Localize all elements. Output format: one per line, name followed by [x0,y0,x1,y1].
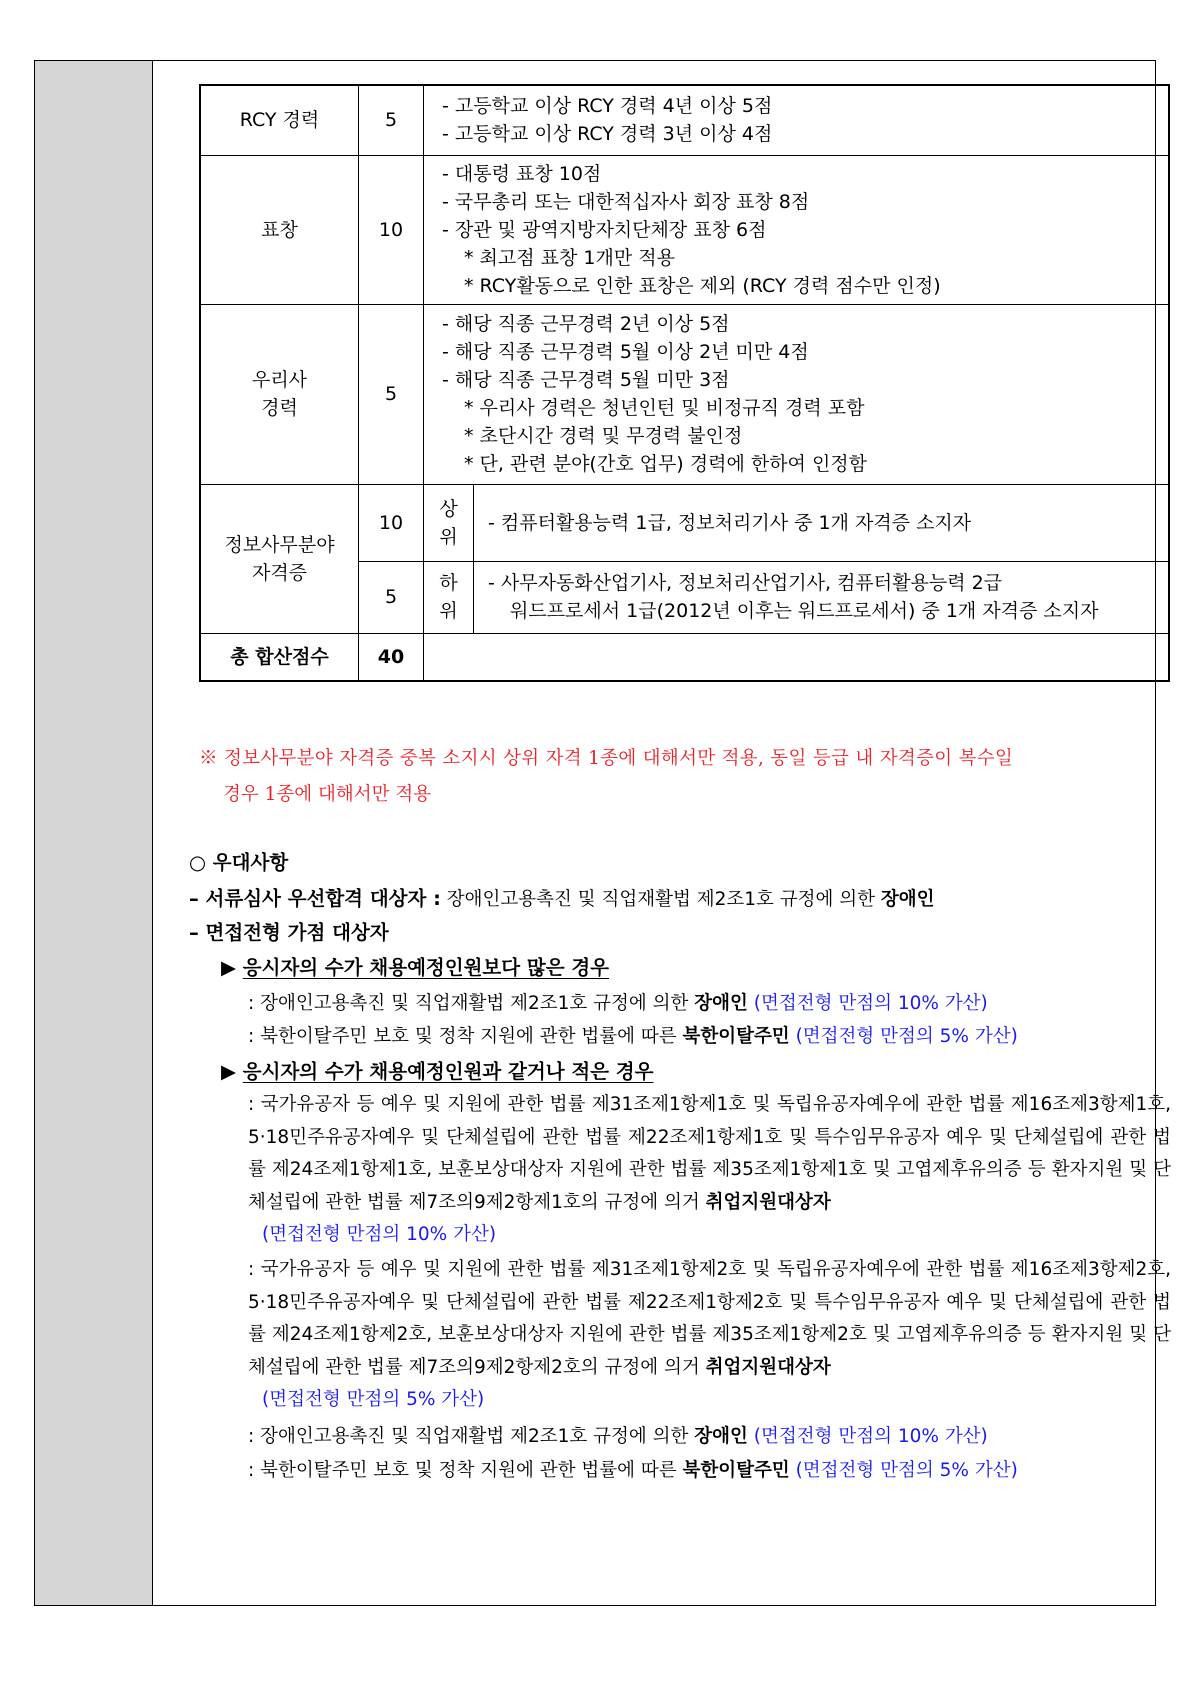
description-cell [474,561,1170,633]
desc-line: - 해당 직종 근무경력 5월 이상 2년 미만 4점 [442,341,809,363]
case1-heading-text: 응시자의 수가 채용예정인원보다 많은 경우 [242,956,610,979]
case2-item [248,1456,1018,1482]
total-points: 40 [359,633,424,681]
total-empty-cell [424,633,1170,681]
doc-screening-text: 장애인고용촉진 및 직업재활법 제2조1호 규정에 의한 [440,889,881,910]
grade-cell-lower [424,561,474,633]
desc-line: - 고등학교 이상 RCY 경력 3년 이상 4점 [442,123,773,146]
case2-paragraph [248,1254,1171,1417]
category-line: 우리사 [251,369,308,391]
doc-screening-line [189,883,935,911]
category-cell [200,484,359,633]
item-text: : 장애인고용촉진 및 직업재활법 제2조1호 규정에 의한 [248,993,695,1014]
table-row-career [200,304,1169,484]
category-cell [200,304,359,484]
doc-screening-bold: 장애인 [880,889,935,910]
category-cell: RCY 경력 [200,85,359,155]
category-line: 정보사무분야 [224,533,335,556]
para-extra: (면접전형 만점의 10% 가산) [262,1224,497,1245]
desc-note: * RCY활동으로 인한 표창은 제외 (RCY 경력 점수만 인정) [464,274,941,297]
desc-line: - 국무총리 또는 대한적십자사 회장 표창 8점 [442,190,810,213]
desc-line: - 대통령 표창 10점 [442,162,602,185]
item-text: : 북한이탈주민 보호 및 정착 지원에 관한 법률에 따른 [248,1460,683,1481]
grade-char: 위 [439,525,458,548]
points-cell: 5 [359,561,424,633]
para-bold: 취업지원대상자 [705,1356,831,1378]
grade-char: 위 [439,600,458,622]
table-row-cert-upper [200,484,1169,561]
content-area [153,61,1171,1605]
category-cell: 표창 [200,155,359,304]
description-cell [424,304,1170,484]
page-frame [34,60,1171,1606]
triangle-icon: ▶ [221,956,243,979]
desc-line: - 컴퓨터활용능력 1급, 정보처리기사 중 1개 자격증 소지자 [488,511,972,534]
points-cell: 10 [359,484,424,561]
grade-char: 하 [439,572,458,594]
doc-screening-label: – 서류심사 우선합격 대상자 : [189,887,441,910]
desc-note: * 초단시간 경력 및 무경력 불인정 [464,425,743,447]
case1-heading [221,952,609,980]
certificate-note [199,741,1174,813]
points-cell: 5 [359,304,424,484]
item-text: : 장애인고용촉진 및 직업재활법 제2조1호 규정에 의한 [248,1426,695,1447]
description-cell [474,484,1170,561]
preference-heading: ○ 우대사항 [189,851,289,874]
category-line: 경력 [261,397,298,419]
points-cell: 5 [359,85,424,155]
interview-label: – 면접전형 가점 대상자 [189,921,389,944]
item-extra: (면접전형 만점의 5% 가산) [789,1026,1018,1047]
category-line: 자격증 [251,561,308,584]
desc-note: * 최고점 표창 1개만 적용 [464,246,675,269]
table-row-award [200,155,1169,304]
case2-heading-text: 응시자의 수가 채용예정인원과 같거나 적은 경우 [242,1060,654,1083]
para-text: : 국가유공자 등 예우 및 지원에 관한 법률 제31조제1항제1호 및 독립유공자예우에 관한 법률 제16조제3항제1호, 5·18민주유공자예우 및 단체설립에 관한 법률 제22조제1항제1호 및 특수임무유공자 예우 및 단체설립에 관한 법률 제24조제1항제1호, 보훈보상대상자 지원에 관한 법률 제35조제1항제1호 및 고엽제후유의증 등 환자지원 및 단체설립에 관한 법률 제7조의9제2항제1호의 규정에 의거 [248,1094,1171,1213]
item-bold: 북한이탈주민 [682,1460,790,1481]
para-bold: 취업지원대상자 [705,1191,831,1213]
item-extra: (면접전형 만점의 5% 가산) [789,1460,1018,1481]
item-text: : 북한이탈주민 보호 및 정착 지원에 관한 법률에 따른 [248,1026,683,1047]
total-label: 총 합산점수 [200,633,359,681]
desc-note: * 단, 관련 분야(간호 업무) 경력에 한하여 인정함 [464,453,868,475]
case1-item [248,1022,1018,1048]
table-row-rcy [200,85,1169,155]
grade-char: 상 [439,497,458,520]
desc-line: 워드프로세서 1급(2012년 이후는 워드프로세서) 중 1개 자격증 소지자 [510,600,1099,622]
note-line: 경우 1종에 대해서만 적용 [223,784,432,805]
points-cell: 10 [359,155,424,304]
case2-item [248,1422,988,1448]
desc-line: - 고등학교 이상 RCY 경력 4년 이상 5점 [442,95,773,118]
para-extra: (면접전형 만점의 5% 가산) [262,1389,485,1410]
para-text: : 국가유공자 등 예우 및 지원에 관한 법률 제31조제1항제2호 및 독립유공자예우에 관한 법률 제16조제3항제2호, 5·18민주유공자예우 및 단체설립에 관한 법률 제22조제1항제2호 및 특수임무유공자 예우 및 단체설립에 관한 법률 제24조제1항제2호, 보훈보상대상자 지원에 관한 법률 제35조제1항제2호 및 고엽제후유의증 등 환자지원 및 단체설립에 관한 법률 제7조의9제2항제2호의 규정에 의거 [248,1259,1171,1378]
item-extra: (면접전형 만점의 10% 가산) [747,993,988,1014]
description-cell [424,155,1170,304]
item-bold: 장애인 [694,993,748,1014]
item-bold: 장애인 [694,1426,748,1447]
score-table [199,84,1170,682]
side-column [35,61,153,1605]
description-cell [424,85,1170,155]
desc-line: - 해당 직종 근무경력 5월 미만 3점 [442,369,730,391]
table-row-total [200,633,1169,681]
item-bold: 북한이탈주민 [682,1026,790,1047]
desc-line: - 해당 직종 근무경력 2년 이상 5점 [442,313,730,335]
desc-note: * 우리사 경력은 청년인턴 및 비정규직 경력 포함 [464,397,865,419]
case2-heading [221,1056,653,1084]
triangle-icon: ▶ [221,1060,243,1083]
note-line: ※ 정보사무분야 자격증 중복 소지시 상위 자격 1종에 대해서만 적용, 동일 등급 내 자격증이 복수일 [199,748,1014,769]
desc-line: - 장관 및 광역지방자치단체장 표창 6점 [442,218,767,241]
item-extra: (면접전형 만점의 10% 가산) [747,1426,988,1447]
grade-cell-upper [424,484,474,561]
case2-paragraph [248,1089,1171,1252]
case1-item [248,989,988,1015]
desc-line: - 사무자동화산업기사, 정보처리산업기사, 컴퓨터활용능력 2급 [488,572,1003,594]
